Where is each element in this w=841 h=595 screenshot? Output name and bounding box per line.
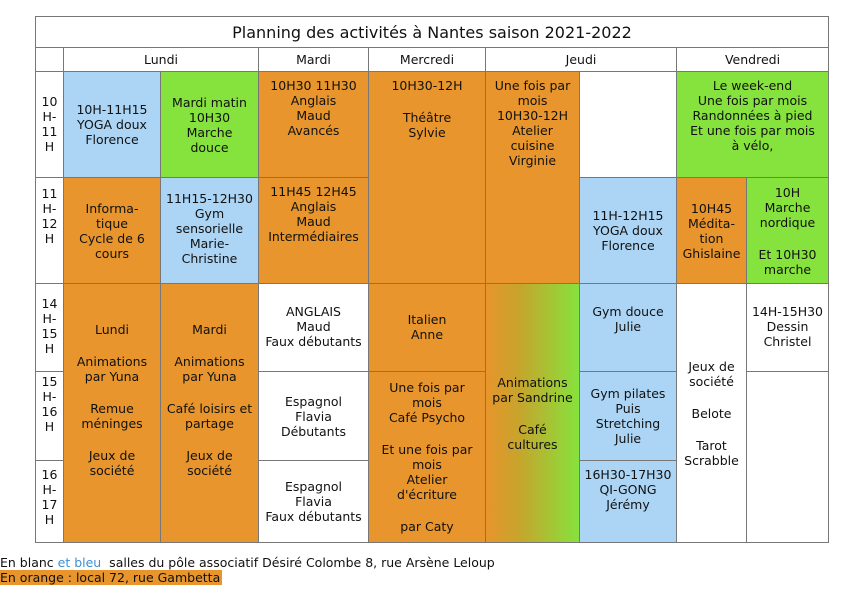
activity-line: 10H45	[690, 200, 733, 216]
time-label: 16	[41, 404, 58, 419]
time-label: 17	[41, 497, 58, 512]
activity-line: Ghislaine	[682, 245, 741, 261]
activity-meditation	[676, 177, 747, 284]
activity-gym-pilates	[579, 371, 677, 461]
time-label: 11	[41, 186, 58, 201]
activity-line: QI-GONG	[599, 482, 657, 497]
activity-line: Flavia	[295, 408, 332, 424]
activity-line: société	[187, 463, 232, 478]
legend-line-orange: En orange : local 72, rue Gambetta	[0, 570, 221, 585]
activity-line: Mardi	[192, 322, 227, 337]
time-label: H-	[42, 389, 57, 404]
activity-line: Espagnol	[285, 479, 342, 494]
activity-espagnol-faux-debutants	[258, 460, 369, 543]
legend-line-white-blue	[0, 555, 495, 570]
activity-line: Tarot	[696, 437, 727, 453]
activity-line: Faux débutants	[265, 334, 362, 349]
activity-line: Atelier	[512, 123, 553, 138]
activity-line: 14H-15H30	[751, 304, 824, 319]
activity-line: 10H30 11H30	[270, 78, 357, 93]
activity-line: méninges	[81, 416, 143, 431]
activity-qi-gong	[579, 460, 677, 543]
activity-line: Anglais	[290, 93, 337, 108]
activity-line: Jeux de	[186, 448, 233, 463]
activity-line: Florence	[85, 132, 139, 147]
activity-line: société	[89, 463, 135, 478]
time-slot-15-16	[35, 371, 64, 461]
activity-line: Randonnées à pied	[692, 108, 813, 123]
empty-cell-vendredi-2	[746, 371, 829, 543]
activity-line: Informa-	[85, 200, 139, 216]
activity-line: Julie	[614, 431, 642, 446]
activity-line: Sylvie	[408, 125, 446, 140]
activity-line: Marie-	[189, 236, 230, 251]
time-label: 15	[41, 326, 58, 341]
empty-cell-jeudi-1	[579, 71, 677, 178]
time-slot-11-12	[35, 177, 64, 284]
time-label: H-	[42, 311, 57, 326]
activity-line: Virginie	[508, 153, 557, 168]
activity-gym-douce	[579, 283, 677, 372]
schedule-table	[35, 16, 829, 543]
time-label: H	[44, 231, 55, 246]
activity-line: tion	[699, 230, 724, 246]
activity-jeux-vendredi	[676, 283, 747, 543]
activity-line: YOGA doux	[77, 117, 147, 132]
activity-line: Belote	[691, 405, 732, 421]
activity-dessin	[746, 283, 829, 372]
time-slot-14-15	[35, 283, 64, 372]
day-header-vendredi: Vendredi	[676, 47, 829, 72]
activity-line: 10H30	[188, 109, 231, 125]
activity-italien	[368, 283, 486, 372]
activity-line: Café Psycho	[388, 410, 466, 425]
activity-line: Et une fois par mois	[690, 123, 815, 138]
activity-line: 10H-11H15	[76, 102, 148, 117]
activity-cafe-psycho	[368, 371, 486, 543]
time-label: 10	[41, 94, 58, 109]
activity-lundi-apres-midi	[63, 283, 161, 543]
legend-text-white: En blanc	[0, 555, 58, 570]
activity-line: Café	[518, 421, 547, 437]
activity-line: Puis	[615, 401, 641, 416]
time-label: H-	[42, 201, 57, 216]
activity-randonnees	[676, 71, 829, 178]
activity-line: sensorielle	[175, 221, 244, 236]
page-title: Planning des activités à Nantes saison 2021-2022	[35, 16, 829, 48]
activity-anglais-faux-debutants	[258, 283, 369, 372]
activity-line: YOGA doux	[593, 223, 663, 238]
activity-line: Intermédiaires	[268, 229, 359, 244]
activity-line: par Yuna	[182, 369, 237, 384]
activity-line: Animations	[174, 354, 245, 369]
activity-line: Anne	[410, 327, 444, 342]
activity-line: Gym	[194, 206, 225, 221]
activity-line: Atelier	[406, 472, 448, 487]
activity-line: mois	[517, 93, 548, 108]
time-label: 11	[41, 124, 58, 139]
activity-line: Cycle de 6	[79, 230, 145, 246]
activity-line: Stretching	[595, 416, 661, 431]
activity-gym-sensorielle	[160, 177, 259, 284]
activity-line: Et 10H30	[758, 246, 817, 262]
day-header-lundi: Lundi	[63, 47, 259, 72]
activity-line: tique	[96, 215, 128, 231]
activity-line: Animations	[497, 374, 568, 390]
activity-line: Christine	[181, 251, 238, 266]
activity-line: cultures	[507, 436, 558, 452]
time-label: H	[44, 139, 55, 154]
activity-line: Avancés	[287, 123, 340, 138]
activity-line: ANGLAIS	[285, 304, 341, 319]
header-corner	[35, 47, 64, 72]
activity-line: nordique	[759, 214, 816, 230]
activity-line: 11H45 12H45	[270, 184, 357, 199]
activity-line: par Caty	[400, 519, 454, 534]
activity-line: 11H-12H15	[592, 208, 664, 223]
activity-line: douce	[190, 139, 229, 155]
activity-line: cours	[94, 245, 130, 261]
activity-line: société	[689, 373, 734, 389]
activity-line: Et une fois par	[381, 442, 473, 457]
activity-line: Jeux de	[88, 448, 136, 463]
time-label: 12	[41, 216, 58, 231]
time-label: H	[44, 341, 55, 356]
activity-line: Julie	[614, 319, 642, 334]
time-label: H-	[42, 109, 57, 124]
activity-line: Gym douce	[592, 304, 664, 319]
activity-mardi-apres-midi	[160, 283, 259, 543]
activity-line: mois	[412, 457, 442, 472]
activity-line: Italien	[407, 312, 447, 327]
activity-line: marche	[763, 261, 812, 277]
activity-line: Animations	[76, 354, 148, 369]
activity-line: Dessin	[766, 319, 809, 334]
time-slot-16-17	[35, 460, 64, 543]
activity-anglais-avances	[258, 71, 369, 178]
activity-line: Marche	[186, 124, 233, 140]
activity-line: à vélo,	[731, 138, 774, 153]
activity-espagnol-debutants	[258, 371, 369, 461]
activity-line: Jeux de	[688, 358, 735, 374]
activity-yoga-lundi	[63, 71, 161, 178]
activity-line: Une fois par mois	[697, 93, 808, 108]
activity-line: partage	[185, 416, 234, 431]
activity-line: 10H30-12H	[391, 78, 463, 93]
activity-informatique	[63, 177, 161, 284]
activity-anglais-intermediaires	[258, 177, 369, 284]
activity-line: Jérémy	[606, 497, 650, 512]
activity-line: Gym pilates	[590, 386, 666, 401]
legend-text-blue: et bleu	[57, 555, 102, 570]
activity-line: Espagnol	[285, 393, 342, 409]
activity-line: Flavia	[295, 494, 332, 509]
activity-line: Marche	[764, 199, 811, 215]
activity-line: Théâtre	[402, 110, 452, 125]
activity-line: Maud	[296, 319, 331, 334]
activity-line: cuisine	[510, 138, 555, 153]
time-label: 15	[41, 374, 58, 389]
time-label: 16	[41, 467, 58, 482]
time-label: H	[44, 512, 55, 527]
activity-line: Lundi	[95, 322, 129, 337]
activity-line: Une fois par	[389, 380, 465, 395]
legend	[0, 555, 495, 585]
activity-line: Christel	[763, 334, 812, 349]
activity-yoga-jeudi	[579, 177, 677, 284]
time-label: 14	[41, 296, 58, 311]
activity-line: Médita-	[688, 215, 735, 231]
activity-line: 10H30-12H	[496, 108, 569, 123]
activity-line: d'écriture	[397, 487, 457, 502]
activity-line: Florence	[601, 238, 655, 253]
activity-line: Mardi matin	[172, 94, 247, 110]
activity-line: Faux débutants	[265, 509, 362, 524]
activity-line: Débutants	[280, 423, 347, 439]
day-header-mercredi: Mercredi	[368, 47, 486, 72]
activity-line: Café loisirs et	[166, 401, 253, 416]
activity-marche-douce	[160, 71, 259, 178]
activity-line: 11H15-12H30	[166, 191, 253, 206]
activity-line: Scrabble	[684, 452, 739, 468]
day-header-jeudi: Jeudi	[485, 47, 677, 72]
time-label: H-	[42, 482, 57, 497]
activity-atelier-cuisine	[485, 71, 580, 284]
activity-line: Maud	[296, 108, 331, 123]
activity-theatre	[368, 71, 486, 284]
activity-line: Remue	[90, 401, 134, 416]
activity-line: Maud	[296, 214, 331, 229]
day-header-mardi: Mardi	[258, 47, 369, 72]
time-label: H	[44, 419, 55, 434]
time-slot-10-11	[35, 71, 64, 178]
activity-marche-nordique	[746, 177, 829, 284]
activity-line: Anglais	[290, 199, 337, 214]
activity-line: mois	[412, 395, 442, 410]
activity-animations-sandrine	[485, 283, 580, 543]
activity-line: par Yuna	[84, 369, 140, 384]
legend-text-address: salles du pôle associatif Désiré Colombe 8, rue Arsène Leloup	[101, 555, 495, 570]
activity-line: 16H30-17H30	[584, 467, 672, 482]
activity-line: Une fois par	[494, 78, 571, 93]
activity-line: Le week-end	[712, 78, 793, 93]
activity-line: 10H	[774, 184, 801, 200]
activity-line: par Sandrine	[492, 389, 573, 405]
